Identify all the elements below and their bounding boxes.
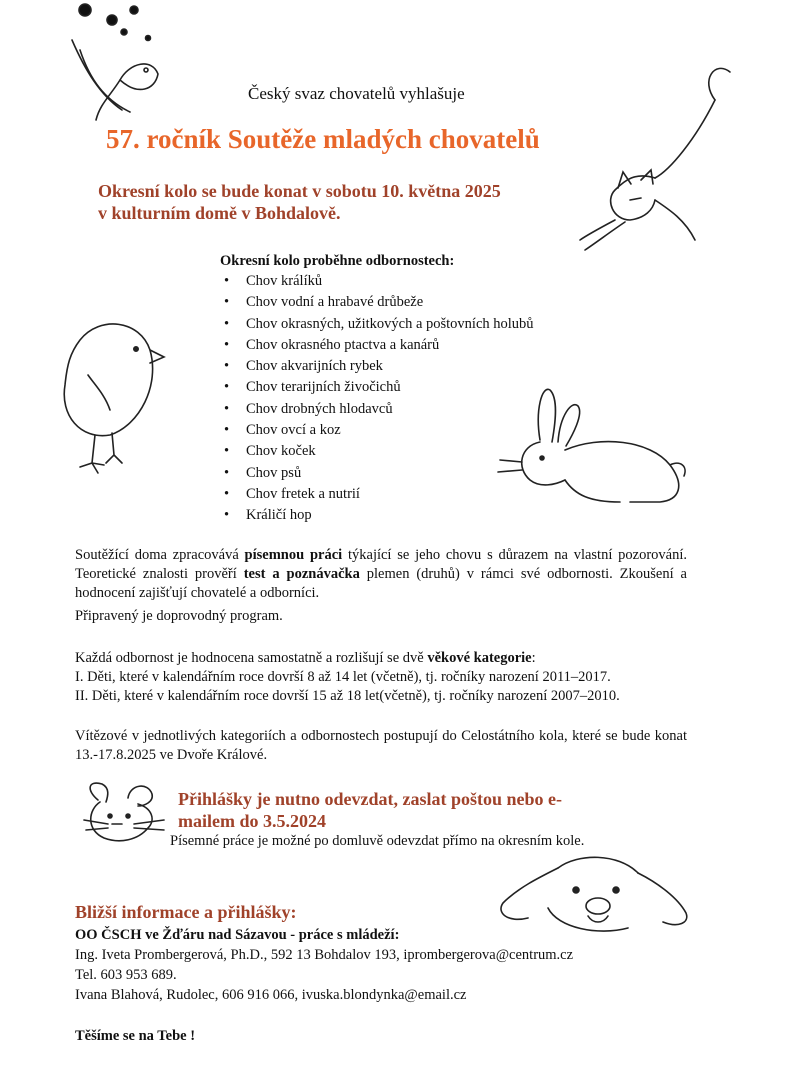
list-item: • Chov drobných hlodavců: [224, 399, 534, 420]
age-categories: [75, 649, 687, 706]
application-line-1: Přihlášky je nutno odevzdat, zaslat poštou nebo e-: [178, 789, 563, 809]
bullet-icon: •: [224, 507, 230, 524]
district-line-2: v kulturním domě v Bohdalově.: [98, 203, 341, 223]
program-note: Připravený je doprovodný program.: [75, 608, 283, 624]
list-item: • Chov okrasných, užitkových a poštovních holubů: [224, 314, 534, 335]
fish-illustration-icon: [60, 0, 170, 130]
closing-text: Těšíme se na Tebe !: [75, 1028, 196, 1044]
mouse-illustration-icon: [78, 780, 173, 855]
district-line-1: Okresní kolo se bude konat v sobotu 10. května 2025: [98, 181, 501, 201]
specializations-list: [224, 271, 534, 527]
list-item: • Chov fretek a nutrií: [224, 484, 534, 505]
bullet-icon: •: [224, 379, 230, 396]
bullet-icon: •: [224, 294, 230, 311]
list-item: • Chov okrasného ptactva a kanárů: [224, 335, 534, 356]
page-title: 57. ročník Soutěže mladých chovatelů: [106, 124, 540, 154]
contacts-block: [75, 925, 573, 1005]
category-2: II. Děti, které v kalendářním roce dovrší 15 až 18 let(včetně), tj. ročníky narození 2007–2010.: [75, 688, 620, 704]
application-deadline: [178, 788, 658, 832]
category-1: I. Děti, které v kalendářním roce dovrší 8 až 14 let (včetně), tj. ročníky narození 2011–2017.: [75, 669, 611, 685]
bullet-icon: •: [224, 400, 230, 417]
categories-intro: Každá odbornost je hodnocena samostatně a rozlišují se dvě věkové kategorie:: [75, 650, 536, 666]
chick-illustration-icon: [40, 315, 170, 480]
list-item: • Chov akvarijních rybek: [224, 356, 534, 377]
bullet-icon: •: [224, 315, 230, 332]
info-heading: Bližší informace a přihlášky:: [75, 902, 297, 922]
bullet-icon: •: [224, 464, 230, 481]
list-item: • Chov vodní a hrabavé drůbeže: [224, 292, 534, 313]
bullet-icon: •: [224, 485, 230, 502]
list-item: • Chov terarijních živočichů: [224, 377, 534, 398]
bullet-icon: •: [224, 358, 230, 375]
contact-1-phone: Tel. 603 953 689.: [75, 967, 177, 983]
cat-illustration-icon: [575, 60, 775, 260]
bullet-icon: •: [224, 336, 230, 353]
list-item: • Chov ovcí a koz: [224, 420, 534, 441]
list-item: • Chov králíků: [224, 271, 534, 292]
list-item: • Chov psů: [224, 463, 534, 484]
application-note: Písemné práce je možné po domluvě odevzdat přímo na okresním kole.: [170, 833, 585, 849]
bullet-icon: •: [224, 443, 230, 460]
bullet-icon: •: [224, 422, 230, 439]
district-round-info: [98, 180, 501, 224]
organization: OO ČSCH ve Žďáru nad Sázavou - práce s mládeží:: [75, 927, 400, 943]
list-item: • Králičí hop: [224, 505, 534, 526]
list-item: • Chov koček: [224, 441, 534, 462]
application-line-2: mailem do 3.5.2024: [178, 811, 326, 831]
winners-paragraph: Vítězové v jednotlivých kategoriích a odbornostech postupují do Celostátního kola, které se bude konat 13.-17.8.2025 ve Dvoře Králové.: [75, 728, 687, 763]
bullet-icon: •: [224, 273, 230, 289]
intro-text: Český svaz chovatelů vyhlašuje: [248, 84, 465, 103]
contact-1: Ing. Iveta Prombergerová, Ph.D., 592 13 Bohdalov 193, iprombergerova@centrum.cz: [75, 947, 574, 963]
competition-paragraph: Soutěžící doma zpracovává písemnou práci týkající se jeho chovu s důrazem na vlastní pozorování. Teoretické znalosti prověří test a poznávačka plemen (druhů) v rámci své odbornosti. Zkoušení a hodnocení zajišťují chovatelé a odborníci.: [75, 547, 687, 601]
specializations-heading: Okresní kolo proběhne odbornostech:: [220, 253, 455, 269]
contact-2: Ivana Blahová, Rudolec, 606 916 066, ivuska.blondynka@email.cz: [75, 987, 467, 1003]
